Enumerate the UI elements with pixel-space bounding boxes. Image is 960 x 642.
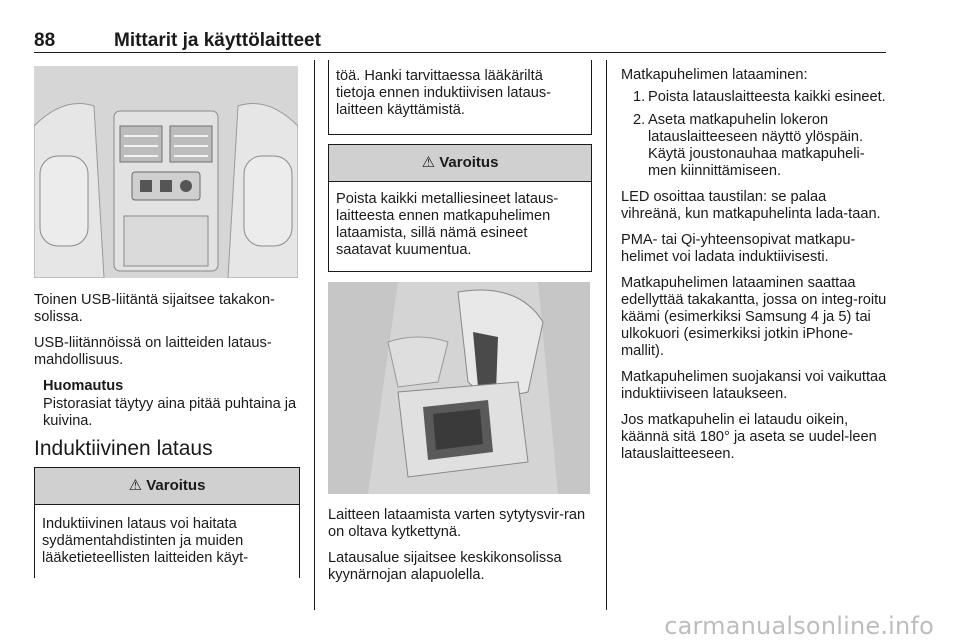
- center-console-illustration: [328, 282, 590, 494]
- paragraph: USB-liitännöissä on laitteiden lataus-mahdollisuus.: [34, 335, 272, 368]
- warning-icon: ⚠: [421, 154, 436, 171]
- paragraph: Matkapuhelimen lataaminen:: [621, 67, 808, 83]
- paragraph: Jos matkapuhelin ei lataudu oikein, käännä sitä 180° ja aseta se uudel-leen latauslaitteeseen.: [621, 412, 877, 462]
- rear-usb-ports-image: [34, 66, 298, 278]
- warning-title: Varoitus: [146, 477, 206, 494]
- page-number: 88: [34, 30, 56, 51]
- note-title: Huomautus: [43, 378, 124, 394]
- warning-header: [329, 145, 591, 182]
- watermark: carmanualsonline.info: [664, 612, 934, 640]
- left-column: [34, 292, 300, 466]
- warning-header: [35, 468, 299, 505]
- right-column: [621, 67, 889, 472]
- warning-title: Varoitus: [439, 154, 499, 171]
- header-rule: [34, 52, 886, 53]
- paragraph: Matkapuhelimen lataaminen saattaa edellyttää takakantta, jossa on integ-roitu käämi (esimerkiksi Samsung 4 ja 5) tai ulkokuori (esimerkiksi jotkin iPhone-mallit).: [621, 275, 887, 359]
- step-text: Poista latauslaitteesta kaikki esineet.: [648, 89, 886, 105]
- warning-box-continued: [328, 60, 592, 135]
- step-text: Aseta matkapuhelin lokeron latauslaitteeseen näyttö ylöspäin. Käytä joustonauhaa matkapuheli-men kiinnittämiseen.: [648, 112, 865, 179]
- column-divider: [314, 60, 315, 610]
- step-number: 1.: [633, 89, 646, 105]
- warning-box: [34, 467, 300, 578]
- note-body: Pistorasiat täytyy aina pitää puhtaina ja kuivina.: [43, 396, 297, 429]
- paragraph: Toinen USB-liitäntä sijaitsee takakon-solissa.: [34, 292, 275, 325]
- rear-console-illustration: [34, 66, 298, 278]
- steps-list: [621, 89, 889, 180]
- wireless-charging-image: [328, 282, 590, 494]
- warning-body: töä. Hanki tarvittaessa lääkäriltä tietoja ennen induktiivisen lataus-laitteen käyttämistä.: [336, 68, 551, 118]
- warning-body: Induktiivinen lataus voi haitata sydämentahdistinten ja muiden lääketieteellisten laitteiden käyt-: [42, 516, 249, 566]
- paragraph: PMA- tai Qi-yhteensopivat matkapu-helimet voi ladata induktiivisesti.: [621, 232, 856, 265]
- page-header: [34, 30, 886, 52]
- warning-box: [328, 144, 592, 272]
- paragraph: Latausalue sijaitsee keskikonsolissa kyynärnojan alapuolella.: [328, 550, 562, 583]
- list-item: [621, 112, 889, 180]
- note: [34, 378, 300, 430]
- paragraph: Matkapuhelimen suojakansi voi vaikuttaa induktiiviseen lataukseen.: [621, 369, 887, 402]
- page-title: Mittarit ja käyttölaitteet: [114, 30, 321, 51]
- list-item: [621, 89, 889, 106]
- step-number: 2.: [633, 112, 646, 128]
- column-divider: [606, 60, 607, 610]
- warning-body: Poista kaikki metalliesineet lataus-laitteesta ennen matkapuhelimen lataamista, sillä nämä esineet saatavat kuumentua.: [336, 191, 559, 258]
- warning-icon: ⚠: [128, 477, 143, 494]
- paragraph: LED osoittaa taustilan: se palaa vihreänä, kun matkapuhelinta lada-taan.: [621, 189, 881, 222]
- paragraph: Laitteen lataamista varten sytytysvir-ran on oltava kytkettynä.: [328, 507, 586, 540]
- section-heading: Induktiivinen lataus: [34, 437, 213, 460]
- middle-column: [328, 507, 592, 593]
